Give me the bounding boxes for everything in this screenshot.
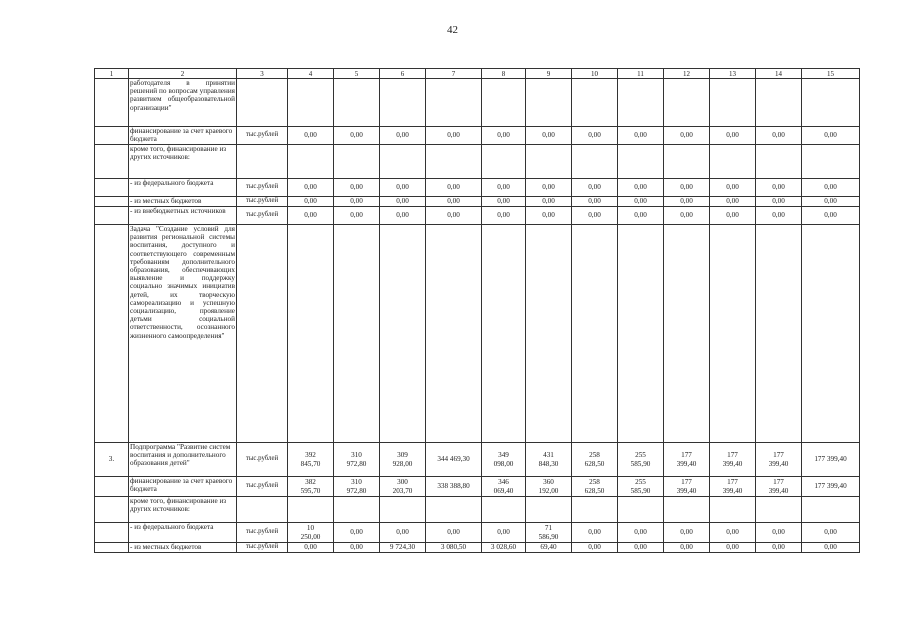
budget-table [94,68,860,553]
value-cell: 0,00 [664,127,710,145]
value-cell [288,225,334,443]
header-cell: 10 [572,69,618,79]
row-number-cell [95,523,129,543]
value-cell [482,79,526,127]
value-cell [710,497,756,523]
table-row [95,79,860,127]
value-cell [756,79,802,127]
value-cell: 344 469,30 [426,443,482,477]
table-row [95,543,860,553]
item-name-cell: работодателя в принятии решений по вопросам управления развитием общеобразовательной организации" [129,79,237,127]
value-cell [482,145,526,179]
value-cell: 0,00 [802,127,860,145]
value-cell [334,145,380,179]
row-number-cell: 3. [95,443,129,477]
header-cell: 12 [664,69,710,79]
item-name-cell: кроме того, финансирование из других источников: [129,145,237,179]
table-row [95,523,860,543]
value-cell: 0,00 [572,543,618,553]
table-row [95,145,860,179]
header-cell: 6 [380,69,426,79]
value-cell: 0,00 [572,197,618,207]
item-name-cell: - из местных бюджетов [129,543,237,553]
value-cell: 177 399,40 [710,443,756,477]
unit-cell: тыс.рублей [237,443,288,477]
item-name-cell: - из федерального бюджета [129,523,237,543]
value-cell [426,145,482,179]
value-cell: 0,00 [380,179,426,197]
row-number-cell [95,207,129,225]
value-cell [618,497,664,523]
unit-cell [237,145,288,179]
header-cell: 5 [334,69,380,79]
value-cell: 0,00 [618,207,664,225]
value-cell [482,497,526,523]
item-name-cell: финансирование за счет краевого бюджета [129,477,237,497]
header-cell: 13 [710,69,756,79]
value-cell: 0,00 [756,197,802,207]
unit-cell: тыс.рублей [237,127,288,145]
value-cell: 3 028,60 [482,543,526,553]
value-cell [334,79,380,127]
value-cell: 0,00 [618,127,664,145]
value-cell: 0,00 [526,197,572,207]
value-cell: 0,00 [802,543,860,553]
value-cell: 309 928,00 [380,443,426,477]
value-cell: 338 388,80 [426,477,482,497]
header-cell: 2 [129,69,237,79]
table-row [95,197,860,207]
table-row [95,477,860,497]
value-cell [380,225,426,443]
value-cell [426,497,482,523]
item-name-cell: - из внебюджетных источников [129,207,237,225]
value-cell: 71 586,90 [526,523,572,543]
value-cell: 0,00 [426,179,482,197]
table-row [95,207,860,225]
value-cell [572,145,618,179]
value-cell: 3 080,50 [426,543,482,553]
value-cell [334,225,380,443]
row-number-cell [95,179,129,197]
value-cell: 0,00 [334,207,380,225]
value-cell: 0,00 [756,179,802,197]
value-cell: 0,00 [664,523,710,543]
item-name-cell: - из федерального бюджета [129,179,237,197]
value-cell [802,225,860,443]
value-cell: 9 724,30 [380,543,426,553]
row-number-cell [95,225,129,443]
value-cell: 0,00 [526,179,572,197]
value-cell: 0,00 [618,523,664,543]
value-cell: 0,00 [482,197,526,207]
table-row [95,225,860,443]
value-cell: 0,00 [288,543,334,553]
value-cell: 382 595,70 [288,477,334,497]
value-cell [572,497,618,523]
value-cell: 0,00 [710,127,756,145]
value-cell [664,79,710,127]
value-cell: 300 203,70 [380,477,426,497]
value-cell: 177 399,40 [710,477,756,497]
header-cell: 14 [756,69,802,79]
unit-cell: тыс.рублей [237,207,288,225]
value-cell: 0,00 [482,207,526,225]
value-cell: 0,00 [334,543,380,553]
row-number-cell [95,477,129,497]
value-cell: 0,00 [526,207,572,225]
value-cell: 255 585,90 [618,443,664,477]
header-cell: 11 [618,69,664,79]
value-cell: 310 972,80 [334,477,380,497]
header-row [95,69,860,79]
value-cell: 0,00 [802,523,860,543]
header-cell: 8 [482,69,526,79]
row-number-cell [95,497,129,523]
value-cell [756,497,802,523]
row-number-cell [95,197,129,207]
value-cell [802,497,860,523]
unit-cell: тыс.рублей [237,523,288,543]
value-cell [288,79,334,127]
unit-cell: тыс.рублей [237,543,288,553]
header-cell: 7 [426,69,482,79]
header-cell: 4 [288,69,334,79]
item-name-cell: финансирование за счет краевого бюджета [129,127,237,145]
value-cell: 0,00 [288,179,334,197]
value-cell [618,79,664,127]
value-cell: 0,00 [482,523,526,543]
value-cell: 0,00 [288,127,334,145]
unit-cell: тыс.рублей [237,179,288,197]
header-cell: 9 [526,69,572,79]
value-cell: 0,00 [710,207,756,225]
value-cell [802,79,860,127]
value-cell [380,79,426,127]
unit-cell: тыс.рублей [237,477,288,497]
value-cell [710,79,756,127]
value-cell: 0,00 [618,197,664,207]
item-name-cell: - из местных бюджетов [129,197,237,207]
value-cell: 258 628,50 [572,443,618,477]
page-number: 42 [447,24,458,36]
value-cell: 346 069,40 [482,477,526,497]
value-cell: 0,00 [426,127,482,145]
value-cell: 0,00 [756,523,802,543]
value-cell: 0,00 [756,127,802,145]
value-cell: 0,00 [526,127,572,145]
value-cell: 0,00 [426,197,482,207]
value-cell: 177 399,40 [802,443,860,477]
item-name-cell: Задача "Создание условий для развития региональной системы воспитания, доступного и соответствующего современным требованиям дополнительного образования, обеспечивающих выявление и поддержку социально значимых инициатив детей, их творческую самореализацию и успешную социализацию, проявление детьми социальной ответственности, осознанного жизненного самоопределения" [129,225,237,443]
value-cell: 349 098,00 [482,443,526,477]
row-number-cell [95,543,129,553]
value-cell: 0,00 [802,207,860,225]
value-cell: 0,00 [572,127,618,145]
header-cell: 3 [237,69,288,79]
item-name-cell: Подпрограмма "Развитие систем воспитания и дополнительного образования детей" [129,443,237,477]
unit-cell: тыс.рублей [237,197,288,207]
value-cell [710,145,756,179]
value-cell: 0,00 [802,197,860,207]
value-cell: 0,00 [334,197,380,207]
value-cell [756,145,802,179]
value-cell [756,225,802,443]
value-cell: 0,00 [380,127,426,145]
value-cell: 392 845,70 [288,443,334,477]
value-cell [526,145,572,179]
table-row [95,179,860,197]
value-cell [618,145,664,179]
value-cell: 0,00 [756,543,802,553]
header-cell: 15 [802,69,860,79]
value-cell [334,497,380,523]
unit-cell [237,225,288,443]
value-cell [664,225,710,443]
item-name-cell: кроме того, финансирование из других источников: [129,497,237,523]
value-cell: 0,00 [334,179,380,197]
value-cell [664,145,710,179]
value-cell: 10 250,00 [288,523,334,543]
value-cell: 0,00 [572,179,618,197]
table-row [95,497,860,523]
value-cell: 69,40 [526,543,572,553]
table-row [95,443,860,477]
row-number-cell [95,127,129,145]
value-cell: 310 972,80 [334,443,380,477]
value-cell: 0,00 [572,207,618,225]
value-cell: 258 628,50 [572,477,618,497]
value-cell: 0,00 [334,523,380,543]
value-cell [426,79,482,127]
value-cell [526,225,572,443]
value-cell: 0,00 [572,523,618,543]
value-cell: 0,00 [664,197,710,207]
value-cell: 0,00 [710,523,756,543]
value-cell: 431 848,30 [526,443,572,477]
value-cell: 0,00 [380,207,426,225]
value-cell: 177 399,40 [756,477,802,497]
value-cell [380,145,426,179]
value-cell [288,145,334,179]
value-cell: 0,00 [710,179,756,197]
unit-cell [237,497,288,523]
value-cell: 177 399,40 [664,477,710,497]
value-cell: 0,00 [288,207,334,225]
row-number-cell [95,145,129,179]
value-cell [380,497,426,523]
unit-cell [237,79,288,127]
value-cell [426,225,482,443]
value-cell [802,145,860,179]
value-cell [618,225,664,443]
header-cell: 1 [95,69,129,79]
value-cell [710,225,756,443]
row-number-cell [95,79,129,127]
value-cell: 0,00 [380,523,426,543]
value-cell: 0,00 [710,543,756,553]
value-cell: 0,00 [756,207,802,225]
value-cell: 0,00 [664,179,710,197]
value-cell: 0,00 [334,127,380,145]
value-cell [572,79,618,127]
value-cell: 177 399,40 [664,443,710,477]
value-cell: 0,00 [426,523,482,543]
value-cell: 360 192,00 [526,477,572,497]
value-cell: 177 399,40 [756,443,802,477]
value-cell: 177 399,40 [802,477,860,497]
value-cell: 0,00 [426,207,482,225]
value-cell: 0,00 [482,179,526,197]
value-cell [526,79,572,127]
value-cell [664,497,710,523]
value-cell [288,497,334,523]
value-cell: 0,00 [618,543,664,553]
value-cell: 0,00 [482,127,526,145]
value-cell: 0,00 [664,207,710,225]
value-cell [526,497,572,523]
table-row [95,127,860,145]
value-cell: 0,00 [664,543,710,553]
value-cell: 0,00 [710,197,756,207]
value-cell [482,225,526,443]
value-cell: 0,00 [618,179,664,197]
value-cell: 0,00 [802,179,860,197]
value-cell: 255 585,90 [618,477,664,497]
value-cell: 0,00 [380,197,426,207]
value-cell [572,225,618,443]
value-cell: 0,00 [288,197,334,207]
